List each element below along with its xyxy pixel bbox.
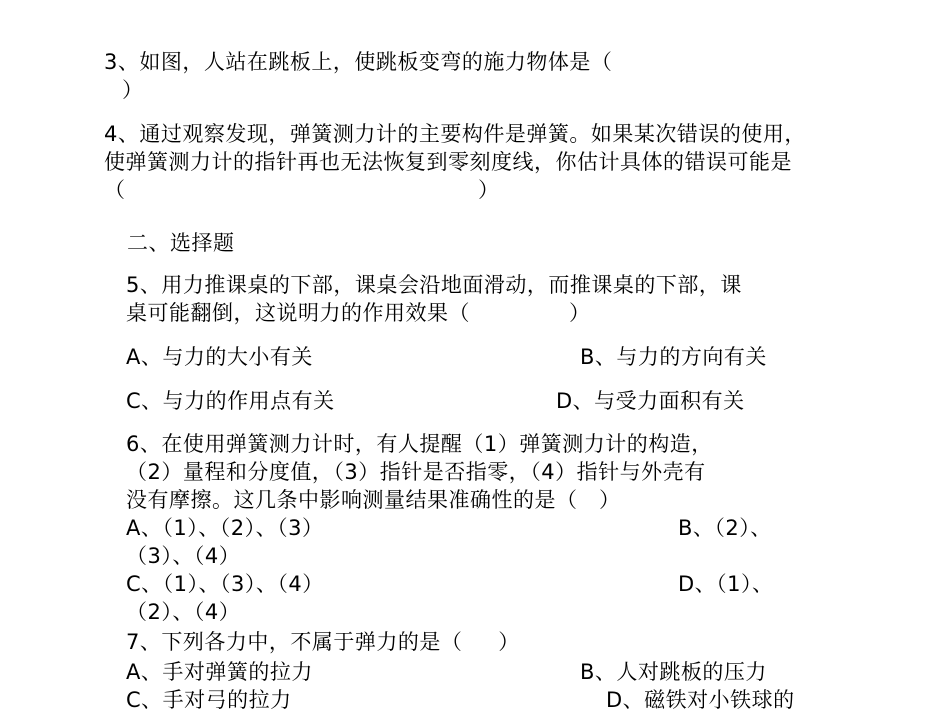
q4-line-2: 使弹簧测力计的指针再也无法恢复到零刻度线，你估计具体的错误可能是 bbox=[104, 150, 792, 174]
q4-line-1: 4、通过观察发现，弹簧测力计的主要构件是弹簧。如果某次错误的使用， bbox=[104, 122, 806, 146]
q7-option-c: C、手对弓的拉力 bbox=[126, 688, 292, 712]
q4-blank-close: ） bbox=[478, 178, 500, 202]
q5-option-d: D、与受力面积有关 bbox=[556, 389, 745, 413]
q4-blank-open: （ bbox=[104, 178, 126, 202]
q3-line-2: ） bbox=[122, 78, 144, 102]
q5-line-1: 5、用力推课桌的下部，课桌会沿地面滑动，而推课桌的下部，课 bbox=[126, 273, 742, 297]
q7-option-a: A、手对弹簧的拉力 bbox=[126, 660, 313, 684]
q6-option-b-part-2: （3）、（4） bbox=[126, 544, 241, 568]
q6-option-d-part-2: （2）、（4） bbox=[126, 600, 241, 624]
q5-line-2: 桌可能翻倒，这说明力的作用效果（ bbox=[126, 301, 470, 325]
q6-line-1: 6、在使用弹簧测力计时，有人提醒（1）弹簧测力计的构造， bbox=[126, 432, 713, 456]
q5-option-b: B、与力的方向有关 bbox=[580, 345, 767, 369]
q6-line-3: 没有摩擦。这几条中影响测量结果准确性的是（ ） bbox=[126, 488, 621, 512]
q5-line-2-close: ） bbox=[569, 301, 591, 325]
q7-line-1: 7、下列各力中，不属于弹力的是（ ） bbox=[126, 630, 520, 654]
q7-option-d: D、磁铁对小铁球的 bbox=[606, 688, 795, 712]
q6-line-2: （2）量程和分度值，（3）指针是否指零，（4）指针与外壳有 bbox=[126, 460, 706, 484]
q6-option-c: C、（1）、（3）、（4） bbox=[126, 572, 324, 596]
q6-option-b-part-1: B、（2）、 bbox=[678, 516, 772, 540]
section-title: 二、选择题 bbox=[127, 231, 235, 255]
q6-option-a: A、（1）、（2）、（3） bbox=[126, 516, 324, 540]
q5-option-c: C、与力的作用点有关 bbox=[126, 389, 335, 413]
q5-option-a: A、与力的大小有关 bbox=[126, 345, 313, 369]
q3-line-1: 3、如图，人站在跳板上，使跳板变弯的施力物体是（ bbox=[104, 50, 613, 74]
q6-option-d-part-1: D、（1）、 bbox=[678, 572, 774, 596]
q7-option-b: B、人对跳板的压力 bbox=[580, 660, 767, 684]
